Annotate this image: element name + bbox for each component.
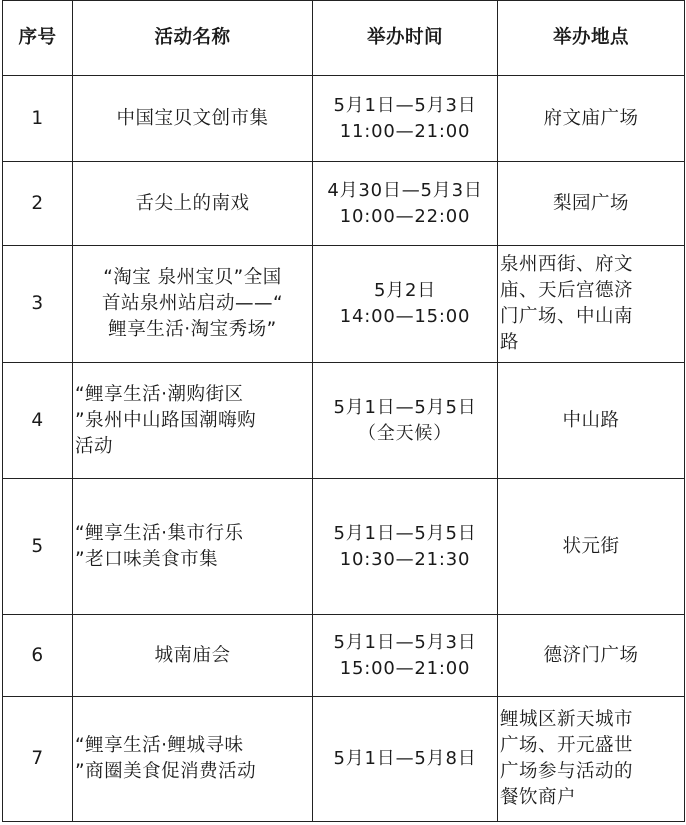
event-schedule-table	[2, 0, 685, 822]
row-no: 2	[3, 162, 73, 246]
row-event-place: 状元街	[498, 479, 685, 615]
table-row	[3, 246, 685, 363]
row-event-place: 中山路	[498, 363, 685, 479]
row-no: 5	[3, 479, 73, 615]
row-no: 1	[3, 76, 73, 162]
row-no: 7	[3, 697, 73, 822]
row-event-place: 鲤城区新天城市 广场、开元盛世 广场参与活动的 餐饮商户	[498, 697, 685, 822]
header-time: 举办时间	[313, 1, 498, 76]
row-event-place: 府文庙广场	[498, 76, 685, 162]
row-event-name: 城南庙会	[73, 615, 313, 697]
header-no: 序号	[3, 1, 73, 76]
header-name: 活动名称	[73, 1, 313, 76]
row-event-name: “鲤享生活·鲤城寻味 ”商圈美食促消费活动	[73, 697, 313, 822]
row-event-place: 德济门广场	[498, 615, 685, 697]
table-row	[3, 697, 685, 822]
row-event-place: 泉州西街、府文 庙、天后宫德济 门广场、中山南 路	[498, 246, 685, 363]
row-no: 6	[3, 615, 73, 697]
row-event-time: 5月1日—5月8日	[313, 697, 498, 822]
row-no: 3	[3, 246, 73, 363]
row-event-name: 中国宝贝文创市集	[73, 76, 313, 162]
row-event-time: 5月1日—5月5日 10:30—21:30	[313, 479, 498, 615]
row-event-time: 5月1日—5月5日 （全天候）	[313, 363, 498, 479]
row-no: 4	[3, 363, 73, 479]
row-event-name: “鲤享生活·集市行乐 ”老口味美食市集	[73, 479, 313, 615]
table-row	[3, 479, 685, 615]
row-event-time: 5月2日 14:00—15:00	[313, 246, 498, 363]
row-event-time: 4月30日—5月3日 10:00—22:00	[313, 162, 498, 246]
table-row	[3, 615, 685, 697]
row-event-place: 梨园广场	[498, 162, 685, 246]
header-row	[3, 1, 685, 76]
row-event-time: 5月1日—5月3日 15:00—21:00	[313, 615, 498, 697]
table-row	[3, 162, 685, 246]
row-event-name: “淘宝 泉州宝贝”全国 首站泉州站启动——“ 鲤享生活·淘宝秀场”	[73, 246, 313, 363]
row-event-name: “鲤享生活·潮购街区 ”泉州中山路国潮嗨购 活动	[73, 363, 313, 479]
row-event-time: 5月1日—5月3日 11:00—21:00	[313, 76, 498, 162]
row-event-name: 舌尖上的南戏	[73, 162, 313, 246]
header-place: 举办地点	[498, 1, 685, 76]
table-row	[3, 363, 685, 479]
table-row	[3, 76, 685, 162]
